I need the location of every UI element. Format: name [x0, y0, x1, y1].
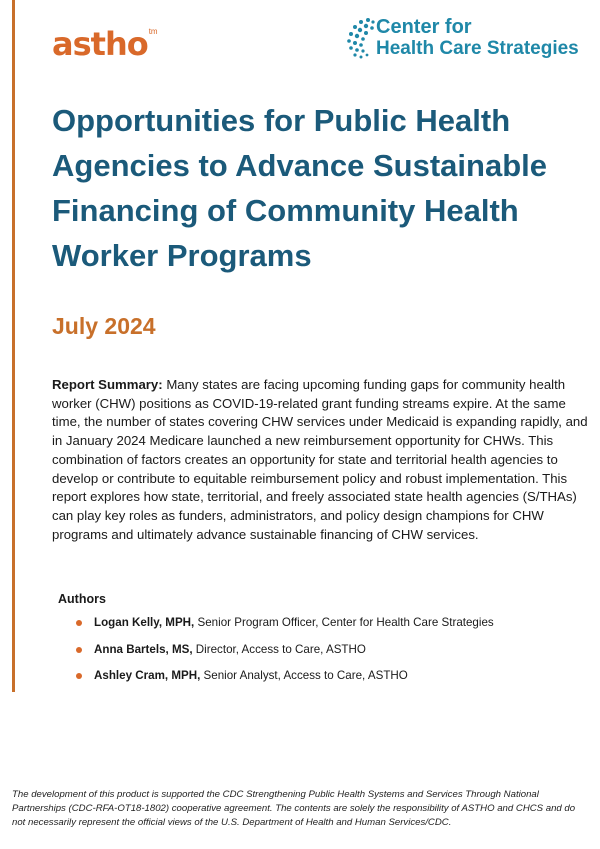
author-name: Ashley Cram, MPH, — [94, 669, 201, 682]
author-name: Logan Kelly, MPH, — [94, 616, 195, 629]
publication-date: July 2024 — [52, 313, 156, 339]
astho-logo — [52, 18, 158, 63]
bullet-icon — [76, 647, 82, 653]
report-summary-label: Report Summary: — [52, 377, 163, 392]
author-role: Director, Access to Care, ASTHO — [192, 642, 366, 656]
astho-logo-trademark: tm — [148, 27, 158, 36]
bullet-icon — [76, 673, 82, 679]
left-accent-rule — [12, 0, 15, 692]
chcs-logo-line1: Center for — [376, 16, 472, 38]
author-role: Senior Analyst, Access to Care, ASTHO — [200, 669, 408, 682]
report-summary-text: Many states are facing upcoming funding gaps for community health worker (CHW) positions as COVID-19-related grant funding streams expire. At the same time, the number of states covering CHW services under Medicaid is expanding rapidly, and in January 2024 Medicare launched a new reimbursement opportunity for CHWs. This combination of factors creates an opportunity for state and territorial health agencies to develop or contribute to equitable reimbursement policy and robust implementation. This report explores how state, territorial, and freely associated state health agencies (S/THAs) can play key roles as funders, administrators, and policy design champions for CHW programs and ultimately advance sustainable financing of CHW services. — [52, 377, 588, 542]
chcs-logo-line2: Health Care Strategies — [376, 38, 579, 59]
authors-list — [76, 616, 494, 696]
report-summary — [52, 376, 592, 544]
funding-disclaimer: The development of this product is supported the CDC Strengthening Public Health Systems and Services Through National Partnerships (CDC-RFA-OT18-1802) cooperative agreement. The contents are solely the responsibility of ASTHO and CHCS and do not necessarily represent the official views of the U.S. Department of Health and Human Services/CDC. — [12, 789, 576, 828]
chcs-logo — [346, 14, 578, 62]
authors-heading: Authors — [58, 592, 106, 606]
author-role: Senior Program Officer, Center for Health Care Strategies — [194, 616, 494, 629]
page-title: Opportunities for Public Health Agencies to Advance Sustainable Financing of Community Health Worker Programs — [52, 103, 548, 273]
author-item — [76, 669, 494, 683]
author-item — [76, 643, 494, 657]
author-name: Anna Bartels, MS, — [94, 642, 193, 656]
astho-logo-text: astho — [52, 25, 148, 63]
chcs-dots-icon — [346, 16, 380, 60]
author-item — [76, 616, 494, 630]
bullet-icon — [76, 620, 82, 626]
